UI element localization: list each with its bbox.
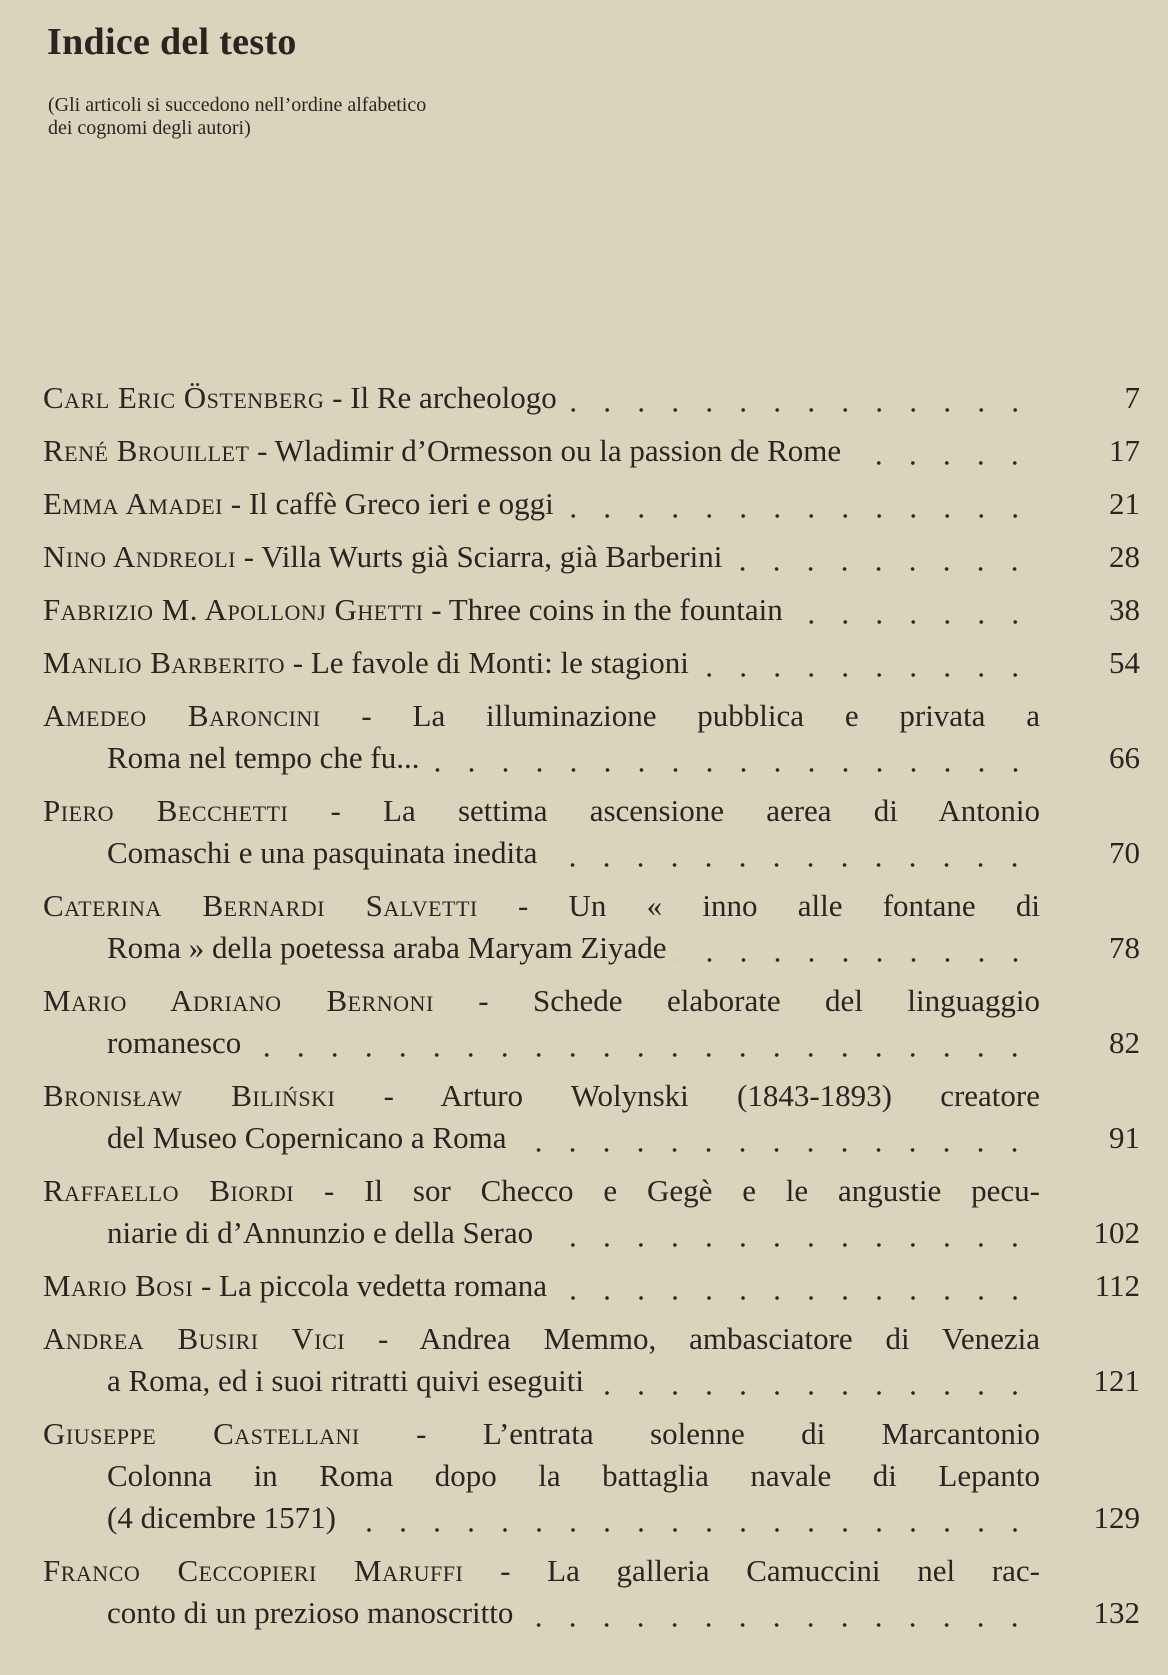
subtitle-line: (Gli articoli si succedono nell’ordine alfabetico bbox=[48, 94, 427, 116]
entry-title: niarie di d’Annunzio e della Serao bbox=[107, 1215, 534, 1250]
entry-author: Giuseppe Castellani bbox=[43, 1416, 360, 1451]
entry-page-number: 102 bbox=[1093, 1215, 1140, 1250]
entry-line bbox=[43, 1592, 1040, 1634]
entry-line bbox=[43, 832, 1040, 874]
toc-entry bbox=[43, 790, 1140, 874]
entry-page-number: 112 bbox=[1094, 1268, 1140, 1303]
entry-page-number: 121 bbox=[1093, 1363, 1140, 1398]
entry-page-number: 70 bbox=[1109, 835, 1140, 870]
entry-author: Nino Andreoli bbox=[43, 539, 236, 574]
page-title: Indice del testo bbox=[47, 21, 297, 63]
entry-line: René Brouillet - Wladimir d’Ormesson ou la passion de Rome bbox=[43, 430, 1040, 472]
entry-author: Fabrizio M. Apollonj Ghetti bbox=[43, 592, 424, 627]
entry-title: del Museo Copernicano a Roma bbox=[107, 1120, 507, 1155]
entry-author: Raffaello Biordi bbox=[43, 1173, 295, 1208]
entry-author: Piero Becchetti bbox=[43, 793, 289, 828]
entry-author: Carl Eric Östenberg bbox=[43, 380, 325, 415]
toc-entry bbox=[43, 885, 1140, 969]
entry-author: René Brouillet bbox=[43, 433, 250, 468]
entry-title: Il sor Checco e Gegè e le angustie pecu- bbox=[364, 1173, 1040, 1208]
toc-entry bbox=[43, 695, 1140, 779]
entry-page-number: 17 bbox=[1109, 433, 1140, 468]
entry-page-number: 91 bbox=[1109, 1120, 1140, 1155]
dot-leader bbox=[793, 589, 1040, 631]
entry-title: (4 dicembre 1571) bbox=[107, 1500, 336, 1535]
dot-leader bbox=[547, 832, 1040, 874]
entry-line bbox=[43, 1455, 1040, 1497]
toc-entry bbox=[43, 1170, 1140, 1254]
entry-line bbox=[43, 1212, 1040, 1254]
entry-title: Il caffè Greco ieri e oggi bbox=[248, 486, 554, 521]
dot-leader bbox=[523, 1592, 1040, 1634]
dot-leader bbox=[677, 927, 1041, 969]
entry-page-number: 82 bbox=[1109, 1025, 1140, 1060]
entry-line bbox=[43, 1022, 1040, 1064]
entry-title: Arturo Wolynski (1843-1893) creatore bbox=[440, 1078, 1040, 1113]
entry-title: Comaschi e una pasquinata inedita bbox=[107, 835, 538, 870]
entry-title: conto di un prezioso manoscritto bbox=[107, 1595, 514, 1630]
dot-leader bbox=[516, 1117, 1040, 1159]
entry-title: L’entrata solenne di Marcantonio bbox=[482, 1416, 1041, 1451]
dot-leader bbox=[346, 1497, 1040, 1539]
entry-author: Amedeo Baroncini bbox=[43, 698, 321, 733]
entry-page-number: 78 bbox=[1109, 930, 1140, 965]
subtitle-line: dei cognomi degli autori) bbox=[48, 117, 251, 139]
entry-line: Piero Becchetti - La settima ascensione aerea di Antonio bbox=[43, 793, 1041, 828]
dot-leader bbox=[557, 1265, 1040, 1307]
dot-leader bbox=[430, 737, 1041, 779]
entry-page-number: 66 bbox=[1109, 740, 1140, 775]
entry-title: La illuminazione pubblica e privata a bbox=[412, 698, 1040, 733]
entry-line: Emma Amadei - Il caffè Greco ieri e oggi bbox=[43, 483, 1040, 525]
entry-line: Andrea Busiri Vici - Andrea Memmo, ambasciatore di Venezia bbox=[43, 1321, 1040, 1356]
toc-entry bbox=[43, 1265, 1140, 1307]
toc-entry bbox=[43, 377, 1140, 419]
entry-line: Mario Bosi - La piccola vedetta romana bbox=[43, 1265, 1040, 1307]
entry-line: Nino Andreoli - Villa Wurts già Sciarra, già Barberini bbox=[43, 536, 1040, 578]
toc-entry bbox=[43, 980, 1140, 1064]
toc-entry bbox=[43, 1550, 1140, 1634]
entry-page-number: 38 bbox=[1109, 592, 1140, 627]
entry-page-number: 132 bbox=[1093, 1595, 1140, 1630]
entry-page-number: 28 bbox=[1109, 539, 1140, 574]
entry-line: Manlio Barberito - Le favole di Monti: le stagioni bbox=[43, 642, 1040, 684]
toc-entry bbox=[43, 536, 1140, 578]
dot-leader bbox=[594, 1360, 1040, 1402]
entry-line bbox=[43, 737, 1040, 779]
entry-page-number: 21 bbox=[1109, 486, 1140, 521]
entry-author: Emma Amadei bbox=[43, 486, 223, 521]
dot-leader bbox=[851, 430, 1040, 472]
entry-author: Manlio Barberito bbox=[43, 645, 286, 680]
entry-line: Amedeo Baroncini - La illuminazione pubblica e privata a bbox=[43, 698, 1040, 733]
entry-title: Wladimir d’Ormesson ou la passion de Rome bbox=[274, 433, 842, 468]
dot-leader bbox=[543, 1212, 1040, 1254]
entry-title: Il Re archeologo bbox=[350, 380, 557, 415]
entry-page-number: 7 bbox=[1124, 380, 1140, 415]
entry-title: Schede elaborate del linguaggio bbox=[533, 983, 1040, 1018]
entry-author: Mario Adriano Bernoni bbox=[43, 983, 434, 1018]
entry-title: Colonna in Roma dopo la battaglia navale di Lepanto bbox=[107, 1458, 1040, 1493]
entry-line: Franco Ceccopieri Maruffi - La galleria Camuccini nel rac- bbox=[43, 1553, 1040, 1588]
entry-title: La piccola vedetta romana bbox=[219, 1268, 547, 1303]
entry-line bbox=[43, 1117, 1040, 1159]
entry-author: Franco Ceccopieri Maruffi bbox=[43, 1553, 464, 1588]
entry-title: Andrea Memmo, ambasciatore di Venezia bbox=[419, 1321, 1040, 1356]
toc-entry bbox=[43, 589, 1140, 631]
dot-leader bbox=[567, 377, 1040, 419]
entry-page-number: 129 bbox=[1093, 1500, 1140, 1535]
entry-title: La settima ascensione aerea di Antonio bbox=[383, 793, 1041, 828]
table-of-contents bbox=[43, 377, 1140, 1645]
entry-title: romanesco bbox=[107, 1025, 242, 1060]
entry-title: Roma nel tempo che fu... bbox=[107, 740, 420, 775]
entry-line: Mario Adriano Bernoni - Schede elaborate del linguaggio bbox=[43, 983, 1040, 1018]
entry-author: Mario Bosi bbox=[43, 1268, 194, 1303]
entry-line bbox=[43, 1360, 1040, 1402]
entry-title: La galleria Camuccini nel rac- bbox=[547, 1553, 1040, 1588]
entry-page-number: 54 bbox=[1109, 645, 1140, 680]
toc-entry bbox=[43, 430, 1140, 472]
toc-entry bbox=[43, 483, 1140, 525]
entry-line: Giuseppe Castellani - L’entrata solenne di Marcantonio bbox=[43, 1416, 1041, 1451]
entry-title: a Roma, ed i suoi ritratti quivi eseguiti bbox=[107, 1363, 584, 1398]
toc-entry bbox=[43, 642, 1140, 684]
entry-title: Roma » della poetessa araba Maryam Ziyade bbox=[107, 930, 667, 965]
entry-author: Bronisław Biliński bbox=[43, 1078, 336, 1113]
entry-author: Caterina Bernardi Salvetti bbox=[43, 888, 478, 923]
dot-leader bbox=[251, 1022, 1040, 1064]
toc-entry bbox=[43, 1075, 1140, 1159]
entry-title: Villa Wurts già Sciarra, già Barberini bbox=[261, 539, 723, 574]
page-subtitle bbox=[48, 94, 426, 140]
toc-entry bbox=[43, 1318, 1140, 1402]
dot-leader bbox=[699, 642, 1040, 684]
dot-leader bbox=[732, 536, 1040, 578]
dot-leader bbox=[564, 483, 1040, 525]
entry-line: Caterina Bernardi Salvetti - Un « inno alle fontane di bbox=[43, 888, 1040, 923]
toc-entry bbox=[43, 1413, 1140, 1539]
entry-author: Andrea Busiri Vici bbox=[43, 1321, 346, 1356]
entry-line bbox=[43, 927, 1040, 969]
entry-line: Bronisław Biliński - Arturo Wolynski (1843-1893) creatore bbox=[43, 1078, 1040, 1113]
entry-line: Fabrizio M. Apollonj Ghetti - Three coins in the fountain bbox=[43, 589, 1040, 631]
entry-title: Le favole di Monti: le stagioni bbox=[310, 645, 689, 680]
entry-line: Raffaello Biordi - Il sor Checco e Gegè e le angustie pecu- bbox=[43, 1173, 1040, 1208]
entry-title: Un « inno alle fontane di bbox=[568, 888, 1040, 923]
entry-line bbox=[43, 1497, 1040, 1539]
entry-title: Three coins in the fountain bbox=[448, 592, 783, 627]
entry-line: Carl Eric Östenberg - Il Re archeologo bbox=[43, 377, 1040, 419]
